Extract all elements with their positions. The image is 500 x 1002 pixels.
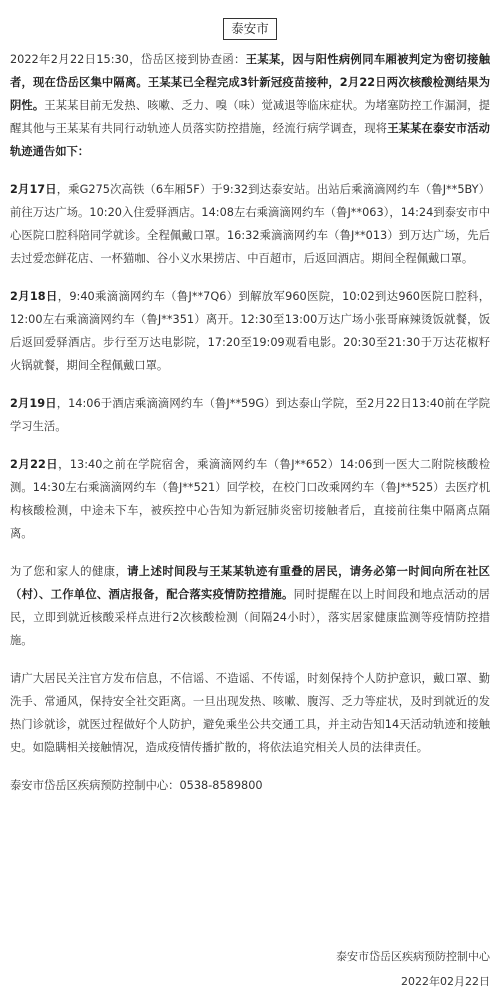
intro-bold-2: 王某某在泰安市活动轨迹通告如下： [10, 122, 490, 158]
day-text: ，9:40乘滴滴网约车（鲁J**7Q6）到解放军960医院，10:02到达960医院口腔科，12:00左右乘滴滴网约车（鲁J**351）离开。12:30至13:00万达广场小张哥麻辣烫饭就餐，饭后返回爱驿酒店。步行至万达电影院，17:20至19:09观看电影。20:30至21:30于万达花椒籽火锅就餐，期间全程佩戴口罩。 [10, 290, 490, 372]
day-date: 2月19日 [10, 397, 57, 410]
day-feb18 [10, 285, 490, 377]
page-title: 泰安市 [223, 18, 277, 40]
day-date: 2月18日 [10, 290, 58, 303]
contact-line: 泰安市岱岳区疾病预防控制中心：0538-8589800 [10, 779, 263, 792]
notice1-text-2: 同时提醒在以上时间段和地点活动的居民，立即到就近核酸采样点进行2次核酸检测（间隔24小时），落实居家健康监测等疫情防控措施。 [10, 588, 490, 647]
day-date: 2月17日 [10, 183, 57, 196]
day-feb17 [10, 178, 490, 270]
title-area [10, 0, 490, 48]
day-text: ，乘G275次高铁（6车厢5F）于9:32到达泰安站。出站后乘滴滴网约车（鲁J**5BY）前往万达广场。10:20入住爱驿酒店。14:08左右乘滴滴网约车（鲁J**063），14:24到泰安市中心医院口腔科陪同学就诊。全程佩戴口罩。16:32乘滴滴网约车（鲁J**013）到万达广场，先后去过爱恋鲜花店、一杯猫咖、谷小义水果捞店、中百超市，后返回酒店。期间全程佩戴口罩。 [10, 183, 490, 265]
notice-paragraph-1 [10, 560, 490, 652]
notice1-text-1: 为了您和家人的健康， [10, 565, 128, 578]
day-feb22 [10, 453, 490, 545]
intro-text-2: 王某某目前无发热、咳嗽、乏力、嗅（味）觉减退等临床症状。为堵塞防控工作漏洞，提醒其他与王某某有共同行动轨迹人员落实防控措施，经流行病学调查，现将 [10, 99, 490, 135]
notice-paragraph-2: 请广大居民关注官方发布信息，不信谣、不造谣、不传谣，时刻保持个人防护意识，戴口罩、勤洗手、常通风，保持安全社交距离。一旦出现发热、咳嗽、腹泻、乏力等症状，及时到就近的发热门诊就诊，就医过程做好个人防护，避免乘坐公共交通工具，并主动告知14天活动轨迹和接触史。如隐瞒相关接触情况，造成疫情传播扩散的，将依法追究相关人员的法律责任。 [10, 672, 490, 754]
intro-bold-1: 王某某，因与阳性病例同车厢被判定为密切接触者，现在岱岳区集中隔离。王某某已全程完成3针新冠疫苗接种，2月22日两次核酸检测结果为阴性。 [10, 53, 490, 112]
day-feb19 [10, 392, 490, 438]
intro-paragraph [10, 48, 490, 163]
signature-date: 2022年02月22日 [401, 975, 490, 988]
day-text: ，14:06于酒店乘滴滴网约车（鲁J**59G）到达泰山学院，至2月22日13:40前在学院学习生活。 [10, 397, 490, 433]
intro-text-1: 2022年2月22日15:30，岱岳区接到协查函： [10, 53, 246, 66]
day-text: ，13:40之前在学院宿舍，乘滴滴网约车（鲁J**652）14:06到一医大二附院核酸检测。14:30左右乘滴滴网约车（鲁J**521）回学校，在校门口改乘网约车（鲁J**525）去医疗机构核酸检测，中途未下车，被疾控中心告知为新冠肺炎密切接触者后，直接前往集中隔离点隔离。 [10, 458, 490, 540]
signature-org: 泰安市岱岳区疾病预防控制中心 [336, 950, 490, 963]
day-date: 2月22日 [10, 458, 59, 471]
notice1-bold: 请上述时间段与王某某轨迹有重叠的居民，请务必第一时间向所在社区（村）、工作单位、酒店报备，配合落实疫情防控措施。 [10, 565, 490, 601]
